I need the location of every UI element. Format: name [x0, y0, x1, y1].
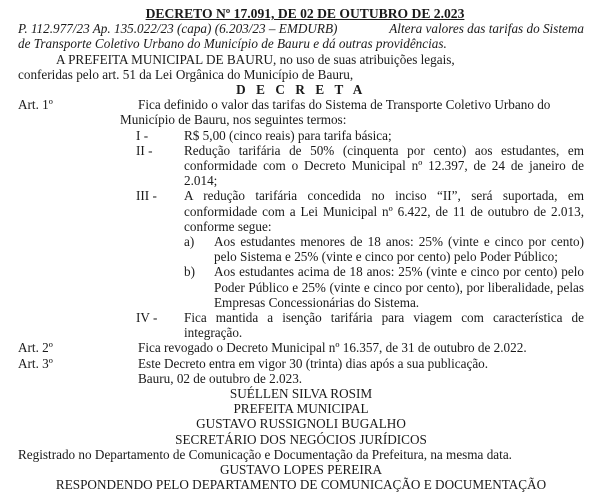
article-3-number: Art. 3º — [18, 355, 53, 371]
registro-note: Registrado no Departamento de Comunicação e Documentação da Prefeitura, na mesma data. — [18, 446, 512, 462]
inciso-3 — [18, 188, 584, 234]
preamble-line2: conferidas pelo art. 51 da Lei Orgânica do Município de Bauru, — [18, 66, 354, 82]
inciso-text: A redução tarifária concedida no inciso “II”, será suportada, em conformidade com a Lei Municipal nº 6.422, de 11 de outubro de 2.013, conforme segue: — [184, 188, 584, 234]
alinea-b — [18, 264, 584, 310]
process-number: P. 112.977/23 Ap. 135.022/23 (capa) (6.203/23 – EMDURB) — [18, 21, 338, 37]
inciso-number: III - — [136, 188, 157, 204]
signature-name-2: GUSTAVO RUSSIGNOLI BUGALHO — [196, 416, 406, 432]
inciso-text: Redução tarifária de 50% (cinquenta por cento) aos estudantes, em conformidade com o Decreto Municipal nº 12.397, de 24 de janeiro de 2.014; — [184, 142, 584, 189]
article-1-number: Art. 1º — [18, 97, 53, 113]
inciso-1 — [18, 128, 584, 143]
decree-title: DECRETO Nº 17.091, DE 02 DE OUTUBRO DE 2.023 — [145, 6, 465, 21]
inciso-number: IV - — [136, 310, 158, 326]
ementa-rest: de Transporte Coletivo Urbano do Município de Bauru e dá outras providências. — [18, 36, 447, 52]
inciso-text: R$ 5,00 (cinco reais) para tarifa básica; — [184, 127, 392, 143]
signature-name-3: GUSTAVO LOPES PEREIRA — [219, 462, 383, 478]
alinea-letter: a) — [184, 234, 195, 250]
alinea-letter: b) — [184, 264, 195, 280]
inciso-4 — [18, 310, 584, 340]
signature-role-3: RESPONDENDO PELO DEPARTAMENTO DE COMUNICAÇÃO E DOCUMENTAÇÃO — [55, 477, 547, 493]
article-2-text: Fica revogado o Decreto Municipal nº 16.357, de 31 de outubro de 2.022. — [138, 340, 527, 356]
article-3-text: Este Decreto entra em vigor 30 (trinta) dias após a sua publicação. — [138, 355, 489, 371]
article-1-line2: Município de Bauru, nos seguintes termos: — [120, 112, 347, 128]
inciso-text: Fica mantida a isenção tarifária para viagem com característica de integração. — [184, 310, 584, 341]
decree-document — [18, 6, 584, 493]
signature-role-2: SECRETÁRIO DOS NEGÓCIOS JURÍDICOS — [175, 431, 427, 447]
article-1 — [18, 97, 584, 112]
inciso-number: I - — [136, 127, 149, 143]
alinea-text: Aos estudantes menores de 18 anos: 25% (vinte e cinco por cento) pelo Sistema e 25% (vinte e cinco por cento) pelo Poder Público; — [214, 234, 584, 265]
decreta-heading: D E C R E T A — [236, 82, 366, 98]
article-2-number: Art. 2º — [18, 340, 53, 356]
alinea-text: Aos estudantes acima de 18 anos: 25% (vinte e cinco por cento) pelo Poder Público e 25% (vinte e cinco por cento), por liberalidade, pelas Empresas Concessionárias do Sistema. — [214, 264, 584, 310]
inciso-2 — [18, 143, 584, 189]
article-3 — [18, 356, 584, 371]
ementa-line — [18, 21, 584, 36]
inciso-number: II - — [136, 142, 153, 158]
local-date: Bauru, 02 de outubro de 2.023. — [138, 370, 303, 386]
article-1-line1: Fica definido o valor das tarifas do Sistema de Transporte Coletivo Urbano do — [138, 97, 551, 113]
ementa-start: Altera valores das tarifas do Sistema — [389, 21, 584, 37]
alinea-a — [18, 234, 584, 264]
signature-name-1: SUÉLLEN SILVA ROSIM — [229, 386, 373, 402]
preamble-line1: A PREFEITA MUNICIPAL DE BAURU, no uso de suas atribuições legais, — [56, 51, 455, 67]
signature-role-1: PREFEITA MUNICIPAL — [233, 401, 369, 417]
article-2 — [18, 340, 584, 355]
